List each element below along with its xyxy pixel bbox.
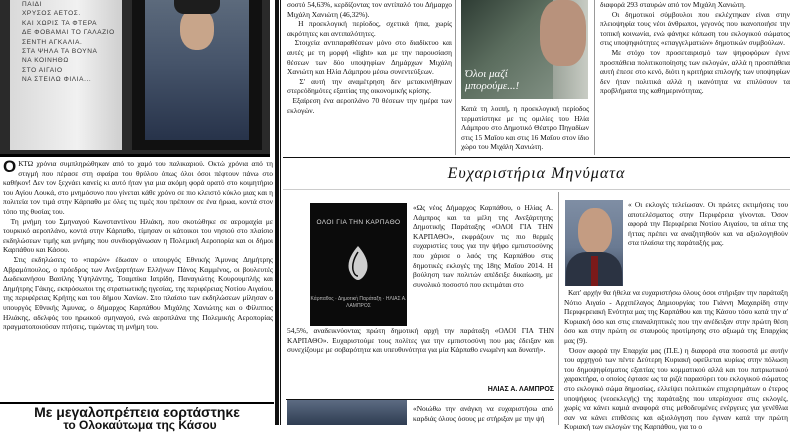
section-heading: Ευχαριστήρια Μηνύματα bbox=[447, 165, 626, 182]
mayor-portrait bbox=[540, 0, 586, 66]
article-paragraph: σοστό 54,63%, κερδίζοντας τον αντίπαλό του Δήμαρχο Μιχάλη Χανιώτη (46,32%). bbox=[287, 0, 452, 19]
thanks-message-regional: « Οι εκλογές τελείωσαν. Οι πρώτες εκτιμήσεις του αποτελέσματος στην Περιφέρεια γίνονται. Όσον αφορά την Περιφέρεια Νοτίου Αιγαίου, τα αίτια της ήττας πρέπει να αναζητηθούν και να αξιολογηθούν στα πλαίσια της παράταξής μας. bbox=[628, 200, 788, 248]
election-article-continued bbox=[600, 0, 790, 96]
article-paragraph: Η προεκλογική περίοδος, σχετικά ήπια, χωρίς ακρότητες και αντιπαλότητες. bbox=[287, 19, 453, 38]
article-paragraph: Εξαίρεση ένα αεροπλάνο 70 θέσεων την ημέρα των εκλογών. bbox=[287, 95, 452, 115]
plaque-line: ΣΤΟ ΑΙΓΑΙΟ bbox=[22, 66, 63, 74]
party-emblem-icon bbox=[343, 244, 373, 282]
candidate-face bbox=[578, 208, 612, 254]
column-divider bbox=[594, 0, 595, 155]
article-paragraph: Κατ' αρχήν θα ήθελα να ευχαριστήσω όλους όσοι στήριξαν την παράταξη Νότιο Αιγαίο - Αρχιπέλαγος Δημιουργίας του Γιάννη Μαχαιρίδη στην Περιφερειακή Ενότητα μας της Καρπάθου και της Κάσου τόσο κατά την α' Κυριακή όσο και στις επαναληπτικές που την ανέδειξαν στην πρώτη θέση όσο και στην πρώτη σε σταυρούς προτίμησης στο αξιωμά της Επαρχίας μας (9). bbox=[564, 288, 788, 345]
article-paragraph: ΚΤΩ χρόνια συμπληρώθηκαν από το χαμό του παλικαριού. Οκτώ χρόνια από τη στιγμή που πέρασε στη σφαίρα του θρύλου όπως όλοι όσοι πέφτουν πάνω στο καθήκον! Δεν τον ξεχνάει κανείς κι αυτό ήταν για μια ακόμη φορά ορατό στο κοιμητήριο του Αγίου Λουκά, στο μνημόσυνο που γίνεται κάθε χρόνο σε πιο κλειστό κύκλο μιας και η πολιτεία τον τιμά στην Κάρπαθο με όλες τις τιμές που πρέπουν σε ένα ήρωα, κοντά στον τόπο της θυσίας του. bbox=[3, 159, 273, 216]
pilot-face bbox=[180, 8, 214, 50]
campaign-slogan: Όλοι μαζί μπορούμε...! bbox=[465, 68, 520, 92]
candidate-tie bbox=[591, 256, 598, 286]
plaque-line: ΣΤΑ ΨΗΛΑ ΤΑ ΒΟΥΝΑ bbox=[22, 48, 98, 56]
photo-bottom-border bbox=[0, 154, 270, 157]
dropcap: Ο bbox=[3, 157, 17, 176]
column-divider bbox=[455, 0, 456, 155]
article-paragraph: Στοιχεία αντιπαραθέσεων μόνο στο διαδίκτυο και αυτές με τη μορφή «light» και με την παρουσίαση θέσεων των δύο υποψηφίων Δημάρχων Μιχάλη Χανιώτη και Ηλία Λάμπρου μέσω συνεντεύξεων. bbox=[287, 38, 452, 77]
article-paragraph: διαφορά 293 σταυρών από τον Μιχάλη Χανιώτη. bbox=[600, 0, 746, 9]
pilot-hair bbox=[174, 0, 220, 14]
memorial-article bbox=[3, 159, 273, 401]
article-paragraph: Στις εκδηλώσεις το «παρών» έδωσαν ο υπουργός Εθνικής Άμυνας Δημήτρης Αβραμόπουλος, ο πρόεδρος των Ανεξαρτήτων Ελλήνων Πάνος Καμμένος, οι βουλευτές Δωδεκανήσου Βασίλης Υψηλάντης, Τσαμπίκα Ιατρίδη, Παναγιώτης Κουρουμπλής και Δημήτρης Γάκης, εκπρόσωποι της στρατιωτικής ηγεσίας, της περιφέρειας Νοτίου Αιγαίου, της περιφέρειας Κρήτης και του δήμου Χανίων. Στο πλαίσιο των εκδηλώσεων μίλησαν ο υπουργός Εθνικής Άμυνας, ο δήμαρχος Καρπάθου Μιχάλης Χανιώτης και ο Φίλιππος Ηλιάκης, αδελφός του ηρωικού σμηναγού, ενώ αεροπλάνα της Πολεμικής Αεροπορίας πραγματοποιούσαν πτήσεις, τιμώντας τη μνήμη του. bbox=[3, 254, 273, 332]
article-paragraph: Τη μνήμη του Σμηναγού Κωνσταντίνου Ηλιάκη, που σκοτώθηκε σε αερομαχία με τουρκικό αεροπλάνο, κοντά στην Κάρπαθο, τίμησαν οι κάτοικοι του νησιού στο πλαίσιο εκδηλώσεων τιμής και μνήμης που συνδιοργάνωσαν η Πολεμική Αεροπορία και οι δήμοι Καρπάθου και Κάσου. bbox=[3, 216, 273, 255]
column-divider bbox=[280, 0, 281, 425]
plaque-line: ΝΑ ΣΤΕΙΛΩ ΦΙΛΙΑ... bbox=[22, 76, 92, 84]
article-paragraph: Όσον αφορά την Επαρχία μας (Π.Ε.) η διαφορά στα ποσοστά με αυτήν του αρχηγού των πέντε Δεύτερη Κυριακή οφείλεται κυρίως στην πόλωση του δημοψηφίσματος εξαιτίας του κομματικού αλλά και του πατριωτικού χαρακτήρα, ο οποίος έφτασε ως τα ριζά παρασύρει του εκλογικού σώματος στο εκλογικό σώμα δημοσίως, ελλείψει πολιτικών επιχειρημάτων ο έτερος υποψήφιος (νεοεκλεγής) της παράταξης που υπερίσχυσε στις εκλογές, χωρίς να κάνει καμιά αναφορά στις μεθοδευμένες ενέργειες για γενέθλια σαν να κάνει επιθέσεις και αξιολόγηση που έγιναν κατά την πρώτη Κυριακή των εκλογών της Καρπάθου, για το ο bbox=[564, 345, 788, 432]
candidate-photo bbox=[287, 400, 407, 425]
article-paragraph: Οι δημοτικοί σύμβουλοι που εκλέχτηκαν είναι στην πλειοψηφία τους νέοι άνθρωποι, γεγονός που ικανοποιήσε την τοπική κοινωνία, ενώ φάνηκε κόπωση του εκλογικού σώματος στις υποψηφιότητες «επαγγελματιών» δημοτικών συμβούλων. bbox=[600, 9, 790, 48]
poster-subtitle: Κάρπαθος · Δημοτική Παράταξη · ΗΛΙΑΣ Α. ΛΑΜΠΡΟΣ bbox=[310, 296, 407, 309]
plaque-line: ΠΑΙΔΙ bbox=[22, 1, 42, 8]
thanks-message-second: «Νοιώθω την ανάγκη να ευχαριστήσω από καρδιάς όλους όσους με στήριξαν με την ψή bbox=[413, 404, 553, 423]
signature: ΗΛΙΑΣ Α. ΛΑΜΠΡΟΣ bbox=[487, 386, 554, 393]
thanks-message-lambrou-continued: 54,5%, αναδεικνύοντας πρώτη δημοτική αρχή την παράταξη «ΟΛΟΙ ΓΙΑ ΤΗΝ ΚΑΡΠΑΘΟ». Ευχαριστούμε τους πολίτες για την εμπιστοσύνη που μας έδειξαν και συνεχίζουμε με σοβαρότητα και υπευθυνότητα για μία Κάρπαθο ενωμένη και δυνατή». bbox=[287, 326, 554, 355]
plaque-line: ΧΡΥΣΟΣ ΑΕΤΟΣ. bbox=[22, 10, 81, 18]
next-article-subheadline: το Ολοκαύτωμα της Κάσου bbox=[63, 418, 217, 432]
thanks-message-regional-continued bbox=[564, 288, 788, 432]
column-divider bbox=[275, 0, 279, 425]
article-paragraph: Σ' αυτή την αναμέτρηση δεν μετακινήθηκαν στερεόδημότες εξαιτίας της οικονομικής κρίσης. bbox=[287, 76, 452, 96]
column-divider bbox=[558, 192, 559, 425]
photo-caption: Κατά τη λοιπή, η προεκλογική περίοδος τερματίστηκε με τις ομιλίες του Ηλία Λάμπρου στο Δημοτικό Θέατρο Πηγαδίων στις 15 Μαΐου και στις 16 Μαΐου στον ίδιο χώρο του Μιχάλη Χανιώτη. bbox=[461, 104, 589, 152]
plaque-line: ΔΕ ΦΟΒΑΜΑΙ ΤΟ ΓΑΛΑΖΙΟ bbox=[22, 29, 115, 37]
poster-title: ΟΛΟΙ ΓΙΑ ΤΗΝ ΚΑΡΠΑΘΟ bbox=[316, 219, 401, 226]
plaque-line: ΝΑ ΚΟΙΝΗΘΩ bbox=[22, 57, 69, 65]
thanks-message-lambrou: «Ως νέος Δήμαρχος Καρπάθου, ο Ηλίας Α. Λάμπρος και τα μέλη της Ανεξάρτητης Δημοτικής Παράταξης «ΟΛΟΙ ΓΙΑ ΤΗΝ ΚΑΡΠΑΘΟ», εκφράζουν τις πιο θερμές ευχαριστίες τους για την ψήφο εμπιστοσύνης που χάρισε ο λαός της Καρπάθου στις δημοτικές εκλογές της 18ης Μαΐου 2014. Η βούληση των πολιτών απέδειξε δικαίωση, με συνολικό ποσοστό που εκτιμάται στο bbox=[413, 203, 553, 289]
plaque-line: ΚΑΙ ΧΩΡΙΣ ΤΑ ΦΤΕΡΑ bbox=[22, 19, 98, 27]
next-article-headline: Με μεγαλοπρέπεια εορτάστηκε bbox=[34, 404, 240, 420]
section-divider bbox=[283, 157, 790, 158]
section-divider bbox=[283, 189, 790, 190]
election-article bbox=[287, 0, 452, 115]
plaque-line: ΣΕΝΤΗ ΑΓΚΑΛΙΑ. bbox=[22, 38, 83, 46]
memorial-plaque bbox=[10, 0, 122, 150]
article-paragraph: Με στόχο τον προσεταιρισμό των ψηφοφόρων έγινε προσπάθεια πολιτικοποίησης των εκλογών, αλλά η προσπάθεια αυτή έπεσε στο κενό, διότι η κριτήρια επιλογής των υποψηφίων δεν ήταν πολιτικά αλλά η ικανότητα να επιλύσουν τα προβλήματα της καθημερινότητας. bbox=[600, 47, 790, 96]
